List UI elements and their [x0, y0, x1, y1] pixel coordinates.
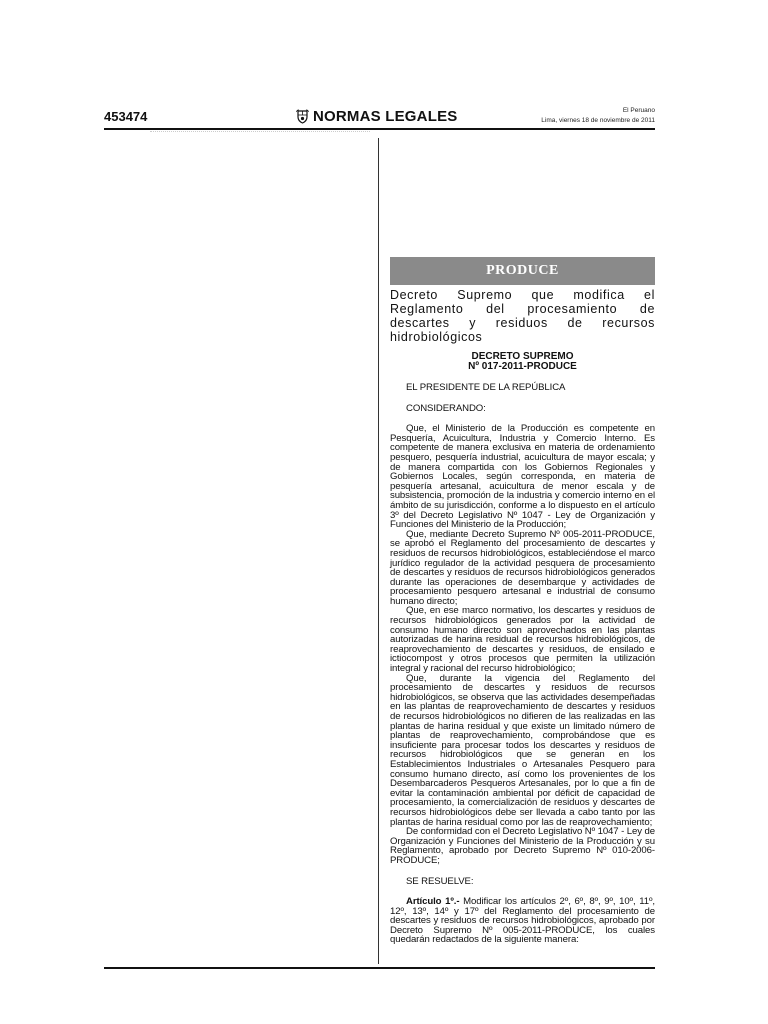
paragraph: Que, mediante Decreto Supremo Nº 005-2011-PRODUCE, se aprobó el Reglamento del procesamiento de descartes y residuos de recursos hidrobiológicos, estableciéndose el marco jurídico regulador de la actividad pesquera de procesamiento de descartes y residuos de recursos hidrobiológicos generados durante las operaciones de desembarque y actividades de procesamiento pesquero artesanal e industrial de consumo humano directo;: [390, 528, 655, 607]
coat-of-arms-icon: [296, 109, 309, 124]
section-label: PRODUCE: [486, 263, 559, 278]
decree-number: Nº 017-2011-PRODUCE: [468, 361, 577, 372]
page-number: 453474: [104, 109, 148, 124]
article-1: [390, 897, 655, 945]
footer-rule: [104, 967, 655, 969]
header-rule: [104, 128, 655, 130]
paragraph: Que, durante la vigencia del Reglamento del procesamiento de descartes y residuos de recursos hidrobiológicos, se observa que las actividades desempeñadas en las plantas de reaprovechamiento de descartes y residuos de recursos hidrobiológicos no difieren de las realizadas en las plantas de harina residual y que existe un limitado número de plantas de reaprovechamiento, comprobándose que es insuficiente para procesar todos los descartes y residuos de recursos hidrobiológicos que se generan en los Establecimientos Industriales o Artesanales Pesquero para consumo humano directo, así como los provenientes de los Desembarcaderos Pesqueros Artesanales, por lo que a fin de evitar la contaminación ambiental por déficit de capacidad de procesamiento, la comercialización de residuos y descartes de recursos hidrobiológicos debe ser llevada a cabo tanto por las plantas de harina residual como por las de reaprovechamiento;: [390, 672, 655, 828]
decree-type: DECRETO SUPREMO: [471, 351, 574, 362]
section-banner: [390, 257, 655, 285]
resuelve-heading: SE RESUELVE:: [406, 875, 474, 887]
right-column: [390, 257, 655, 945]
article-text: Modificar los artículos 2º, 6º, 8º, 9º, 10º, 11º, 12º, 13º, 14º y 17º del Reglamento del procesamiento de descartes y residuos de recursos hidrobiológicos, aprobado por Decreto Supremo Nº 005-2011-PRODUCE, los cuales quedarán redactados de la siguiente manera:: [390, 896, 655, 946]
paragraph: Que, el Ministerio de la Producción es competente en Pesquería, Acuicultura, Industria y Comercio Interno. Es competente de manera exclusiva en materia de ordenamiento pesquero, pesquería industrial, acuicultura de mayor escala; y de manera compartida con los Gobiernos Regionales y Gobiernos Locales, según corresponda, en materia de pesquería artesanal, acuicultura de menor escala y de subsistencia, promoción de la industria y comercio interno en el ámbito de su jurisdicción, conforme a lo dispuesto en el artículo 3º del Decreto Legislativo Nº 1047 - Ley de Organización y Funciones del Ministerio de la Producción;: [390, 423, 655, 531]
president-line: EL PRESIDENTE DE LA REPÚBLICA: [406, 382, 566, 393]
faint-dotted-line: [150, 131, 370, 136]
article-label: Artículo 1º.-: [406, 896, 460, 908]
paragraph: Que, en ese marco normativo, los descartes y residuos de recursos hidrobiológicos generados por la actividad de consumo humano directo son aprovechados en las plantas autorizadas de harina residual de recursos hidrobiológicos, de reaprovechamiento de descartes y residuos, de ensilado e ictiocompost y otros procesos que permiten la utilización integral y racional del recurso hidrobiológico;: [390, 605, 655, 675]
decree-body: [390, 383, 655, 945]
publication-header: [296, 108, 457, 125]
newspaper-name: El Peruano: [622, 107, 655, 114]
decree-heading: [390, 352, 655, 372]
considerando-heading: CONSIDERANDO:: [406, 402, 486, 414]
paragraph: De conformidad con el Decreto Legislativo Nº 1047 - Ley de Organización y Funciones del Ministerio de la Producción y su Reglamento, aprobado por Decreto Supremo Nº 010-2006-PRODUCE;: [390, 826, 655, 866]
issue-date: Lima, viernes 18 de noviembre de 2011: [541, 117, 655, 124]
publication-title: NORMAS LEGALES: [313, 108, 458, 125]
header-dateline: [541, 106, 655, 126]
column-divider: [378, 138, 379, 964]
decree-title: Decreto Supremo que modifica el Reglamento del procesamiento de descartes y residuos de recursos hidrobiológicos: [390, 288, 655, 344]
